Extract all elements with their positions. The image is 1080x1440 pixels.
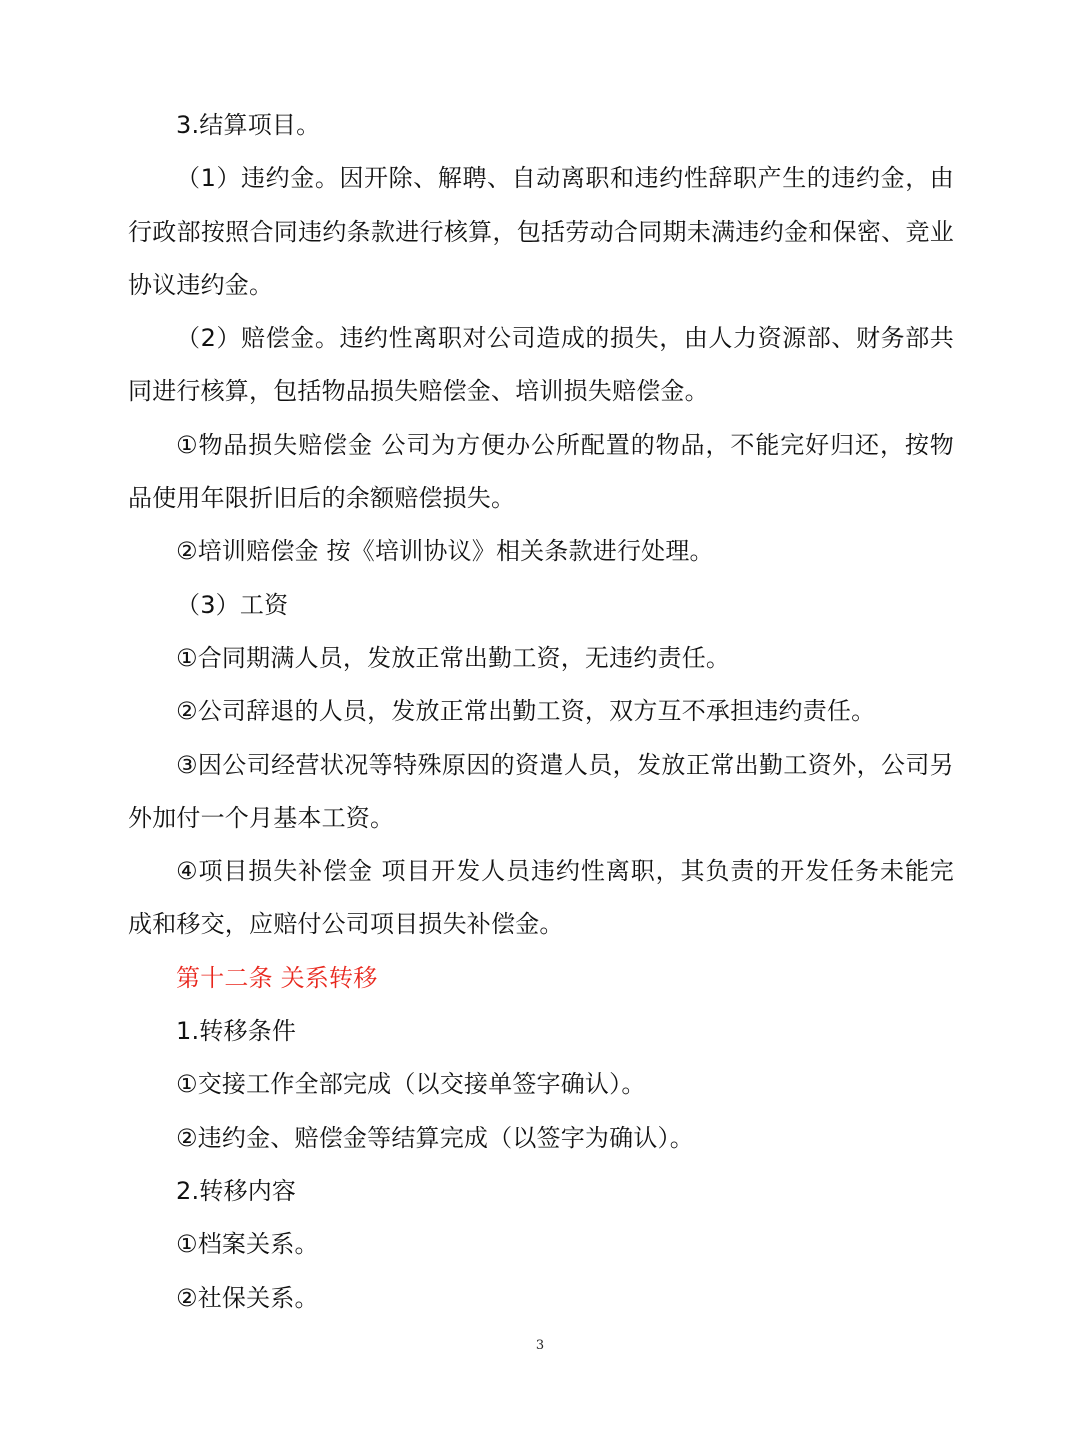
paragraph-archive-relation: ①档案关系。	[176, 1230, 319, 1259]
paragraph-severance-staff: ③因公司经营状况等特殊原因的资遣人员，发放正常出勤工资外，公司另外加付一个月基本工资。	[128, 750, 954, 832]
paragraph-compensation: （2）赔偿金。违约性离职对公司造成的损失，由人力资源部、财务部共同进行核算，包括物品损失赔偿金、培训损失赔偿金。	[128, 324, 954, 406]
page-number: 3	[535, 1338, 545, 1353]
paragraph-dismissed-staff: ②公司辞退的人员，发放正常出勤工资，双方互不承担违约责任。	[176, 697, 876, 726]
section-heading-settlement: 3.结算项目。	[176, 111, 321, 139]
paragraph-settlement-complete: ②违约金、赔偿金等结算完成（以签字为确认）。	[176, 1123, 694, 1152]
article-heading-relationship-transfer: 第十二条 关系转移	[176, 963, 378, 992]
document-body	[128, 99, 954, 1325]
subheading-transfer-content: 2.转移内容	[176, 1176, 297, 1205]
paragraph-liquidated-damages: （1）违约金。因开除、解聘、自动离职和违约性辞职产生的违约金，由行政部按照合同违约条款进行核算，包括劳动合同期未满违约金和保密、竞业协议违约金。	[128, 164, 954, 299]
paragraph-contract-expiry: ①合同期满人员，发放正常出勤工资，无违约责任。	[176, 643, 731, 672]
subheading-transfer-conditions: 1.转移条件	[176, 1017, 297, 1046]
paragraph-project-loss: ④项目损失补偿金 项目开发人员违约性离职，其负责的开发任务未能完成和移交，应赔付公司项目损失补偿金。	[128, 857, 954, 939]
paragraph-handover-complete: ①交接工作全部完成（以交接单签字确认）。	[176, 1070, 646, 1099]
subheading-wages: （3）工资	[176, 590, 289, 619]
paragraph-item-loss-compensation: ①物品损失赔偿金 公司为方便办公所配置的物品，不能完好归还，按物品使用年限折旧后的余额赔偿损失。	[128, 430, 954, 513]
paragraph-training-compensation: ②培训赔偿金 按《培训协议》相关条款进行处理。	[176, 537, 714, 566]
paragraph-social-insurance-relation: ②社保关系。	[176, 1283, 319, 1312]
